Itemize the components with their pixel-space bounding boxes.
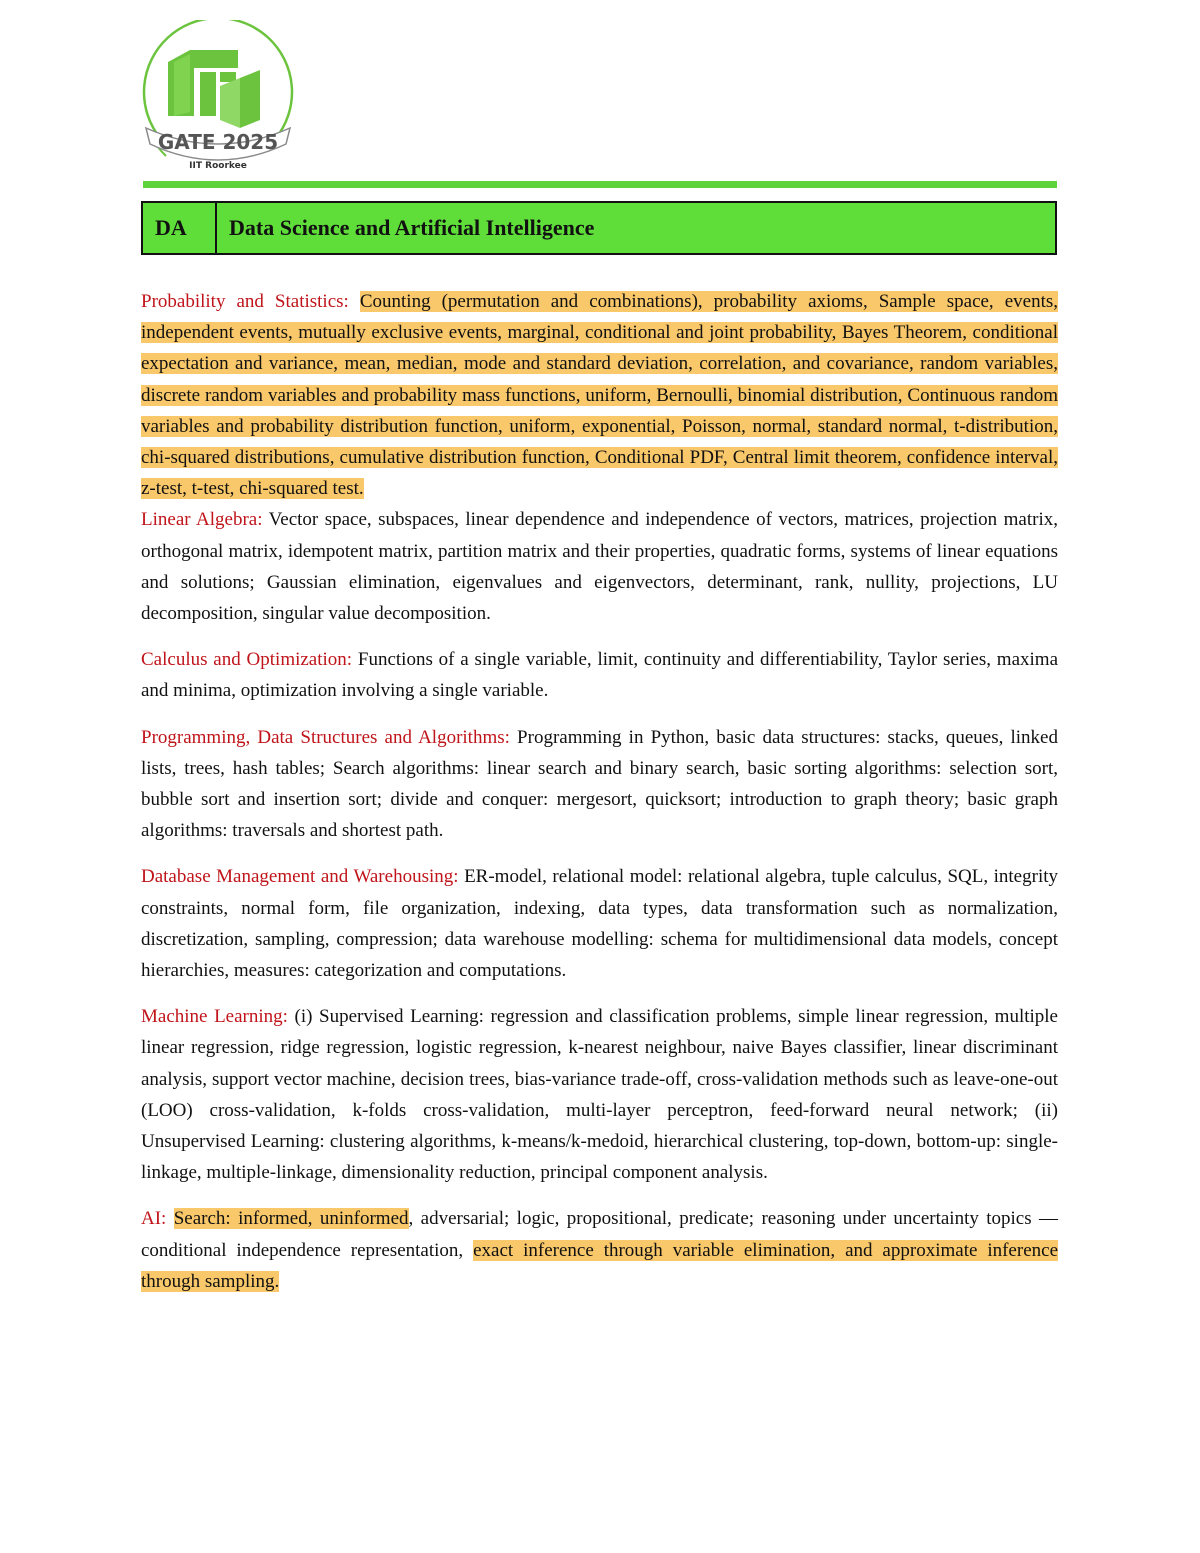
section-heading: Programming, Data Structures and Algorithms: <box>141 726 510 748</box>
section-heading: Calculus and Optimization: <box>141 649 353 671</box>
section-probability <box>141 286 1058 504</box>
section-ai <box>141 1203 1058 1297</box>
section-calculus <box>141 644 1058 706</box>
section-body-highlighted: Search: informed, uninformed <box>173 1208 409 1230</box>
subject-title: Data Science and Artificial Intelligence <box>229 215 595 240</box>
section-body: , adversarial; logic, propositional, predicate; reasoning under uncertainty topics — conditional independence representation, <box>141 1208 1059 1261</box>
section-heading: AI: <box>141 1208 167 1230</box>
gate-2025-logo <box>138 20 298 180</box>
section-heading: Machine Learning: <box>141 1006 288 1028</box>
section-heading: Linear Algebra: <box>141 509 263 531</box>
logo-sub: IIT Roorkee <box>189 161 247 171</box>
section-heading: Probability and Statistics: <box>141 291 349 312</box>
section-heading: Database Management and Warehousing: <box>141 866 459 888</box>
section-body: Programming in Python, basic data structures: stacks, queues, linked lists, trees, hash tables; Search algorithms: linear search and binary search, basic sorting algorithms: selection sort, bubble sort and insertion sort; divide and conquer: mergesort, quicksort; introduction to graph theory; basic graph algorithms: traversals and shortest path. <box>141 726 1058 842</box>
section-linear-algebra <box>141 504 1058 629</box>
section-body: Vector space, subspaces, linear dependence and independence of vectors, matrices, projection matrix, orthogonal matrix, idempotent matrix, partition matrix and their properties, quadratic forms, systems of linear equations and solutions; Gaussian elimination, eigenvalues and eigenvectors, determinant, rank, nullity, projections, LU decomposition, singular value decomposition. <box>141 509 1058 625</box>
section-body-highlighted: exact inference through variable elimination, and approximate inference through sampling. <box>141 1239 1058 1292</box>
section-programming <box>141 722 1058 847</box>
header-divider <box>143 181 1057 188</box>
subject-code: DA <box>143 203 217 253</box>
section-body: Functions of a single variable, limit, continuity and differentiability, Taylor series, maxima and minima, optimization involving a single variable. <box>141 649 1059 702</box>
section-body: ER-model, relational model: relational algebra, tuple calculus, SQL, integrity constraints, normal form, file organization, indexing, data types, data transformation such as normalization, discretization, sampling, compression; data warehouse modelling: schema for multidimensional data models, concept hierarchies, measures: categorization and computations. <box>141 866 1058 982</box>
logo-name: GATE 2025 <box>157 130 279 154</box>
subject-header <box>141 201 1057 255</box>
section-body: (i) Supervised Learning: regression and classification problems, simple linear regression, multiple linear regression, ridge regression, logistic regression, k-nearest neighbour, naive Bayes classifier, linear discriminant analysis, support vector machine, decision trees, bias-variance trade-off, cross-validation methods such as leave-one-out (LOO) cross-validation, k-folds cross-validation, multi-layer perceptron, feed-forward neural network; (ii) Unsupervised Learning: clustering algorithms, k-means/k-medoid, hierarchical clustering, top-down, bottom-up: single-linkage, multiple-linkage, dimensionality reduction, principal component analysis. <box>141 1006 1058 1184</box>
syllabus-content <box>141 286 1058 1312</box>
section-body-highlighted: Counting (permutation and combinations), probability axioms, Sample space, events, independent events, mutually exclusive events, marginal, conditional and joint probability, Bayes Theorem, conditional expectation and variance, mean, median, mode and standard deviation, correlation, and covariance, random variables, discrete random variables and probability mass functions, uniform, Bernoulli, binomial distribution, Continuous random variables and probability distribution function, uniform, exponential, Poisson, normal, standard normal, t-distribution, chi-squared distributions, cumulative distribution function, Conditional PDF, Central limit theorem, confidence interval, z-test, t-test, chi-squared test. <box>141 291 1058 500</box>
section-database <box>141 861 1058 986</box>
section-machine-learning <box>141 1001 1058 1188</box>
